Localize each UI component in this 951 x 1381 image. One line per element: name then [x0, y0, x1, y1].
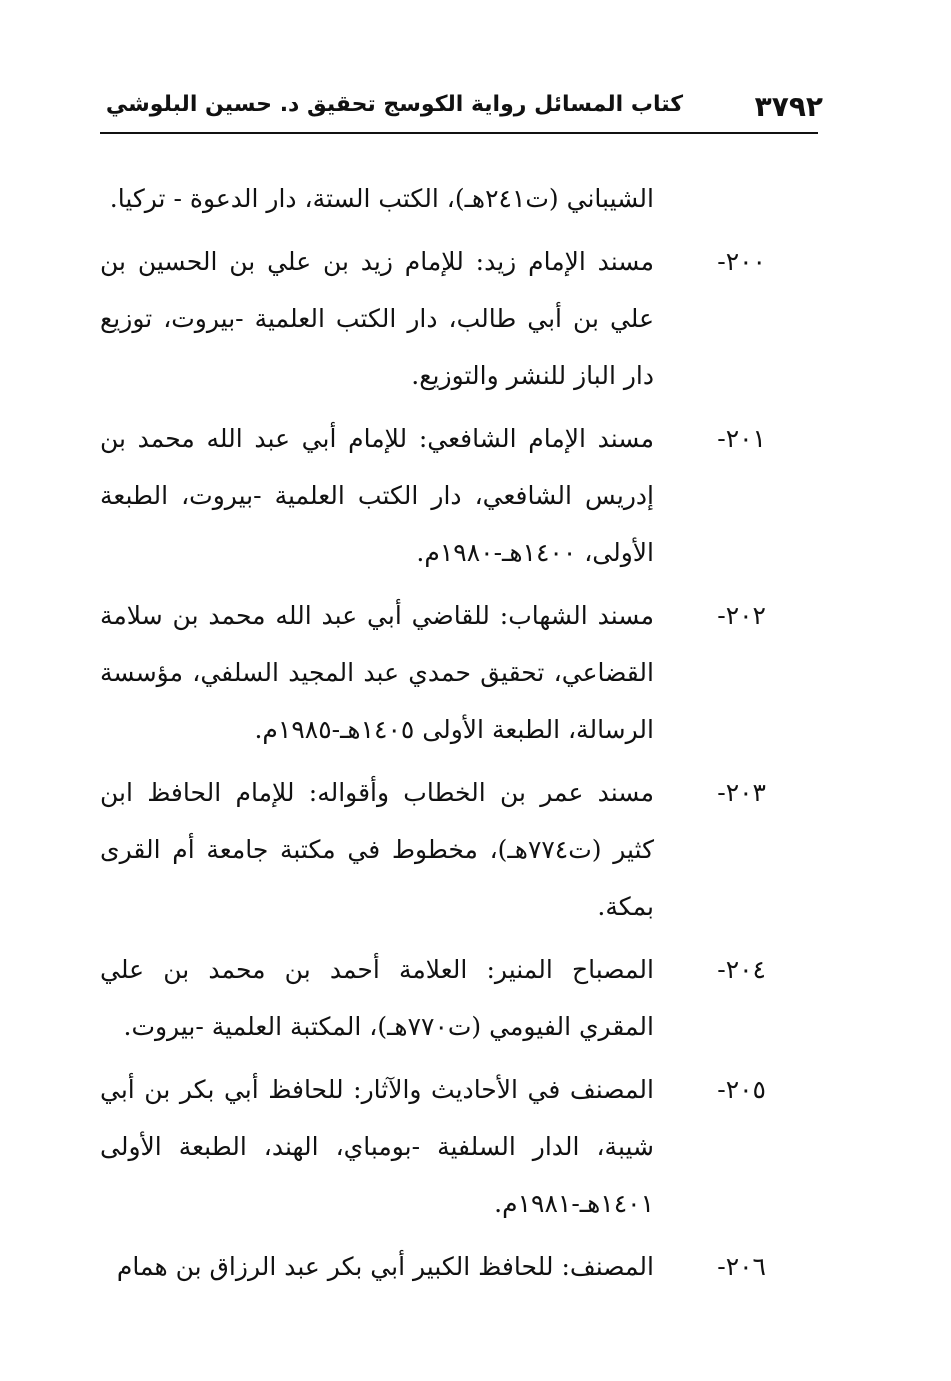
entry-text: المصنف في الأحاديث والآثار: للحافظ أبي بكر بن أبي شيبة، الدار السلفية -بومباي، الهند، الطبعة الأولى ١٤٠١هـ-١٩٨١م. — [100, 1075, 654, 1218]
running-title: كتاب المسائل رواية الكوسج تحقيق د. حسين البلوشي — [105, 92, 683, 117]
entry-number: ٢٠٤- — [717, 955, 766, 984]
bibliography-entry-201 — [100, 410, 766, 581]
header-rule — [100, 132, 818, 134]
entry-number: ٢٠٢- — [717, 601, 766, 630]
bibliography-entry-200 — [100, 233, 766, 404]
entry-number: ٢٠١- — [717, 424, 766, 453]
continuation-text: الشيباني (ت٢٤١هـ)، الكتب الستة، دار الدعوة - تركيا. — [109, 184, 654, 213]
entry-text: مسند عمر بن الخطاب وأقواله: للإمام الحافظ ابن كثير (ت٧٧٤هـ)، مخطوط في مكتبة جامعة أم القرى بمكة. — [100, 778, 654, 921]
bibliography-list — [100, 170, 766, 1301]
entry-number: ٢٠٥- — [717, 1075, 766, 1104]
bibliography-entry-206 — [100, 1238, 766, 1295]
entry-text: المصباح المنير: العلامة أحمد بن محمد بن علي المقري الفيومي (ت٧٧٠هـ)، المكتبة العلمية -بيروت. — [100, 955, 654, 1041]
entry-number: ٢٠٣- — [717, 778, 766, 807]
entry-number: ٢٠٠- — [717, 247, 766, 276]
entry-number: ٢٠٦- — [717, 1252, 766, 1281]
bibliography-entry-204 — [100, 941, 766, 1055]
bibliography-entry-202 — [100, 587, 766, 758]
bibliography-entry-203 — [100, 764, 766, 935]
bibliography-entry-205 — [100, 1061, 766, 1232]
entry-text: المصنف: للحافظ الكبير أبي بكر عبد الرزاق بن همام — [116, 1252, 654, 1281]
page-header — [100, 86, 823, 132]
entry-text: مسند الإمام الشافعي: للإمام أبي عبد الله محمد بن إدريس الشافعي، دار الكتب العلمية -بيروت، الطبعة الأولى، ١٤٠٠هـ-١٩٨٠م. — [100, 424, 654, 567]
page-number: ٣٧٩٢ — [754, 90, 823, 123]
entry-text: مسند الإمام زيد: للإمام زيد بن علي بن الحسين بن علي بن أبي طالب، دار الكتب العلمية -بيروت، توزيع دار الباز للنشر والتوزيع. — [100, 247, 654, 390]
entry-text: مسند الشهاب: للقاضي أبي عبد الله محمد بن سلامة القضاعي، تحقيق حمدي عبد المجيد السلفي، مؤسسة الرسالة، الطبعة الأولى ١٤٠٥هـ-١٩٨٥م. — [100, 601, 654, 744]
